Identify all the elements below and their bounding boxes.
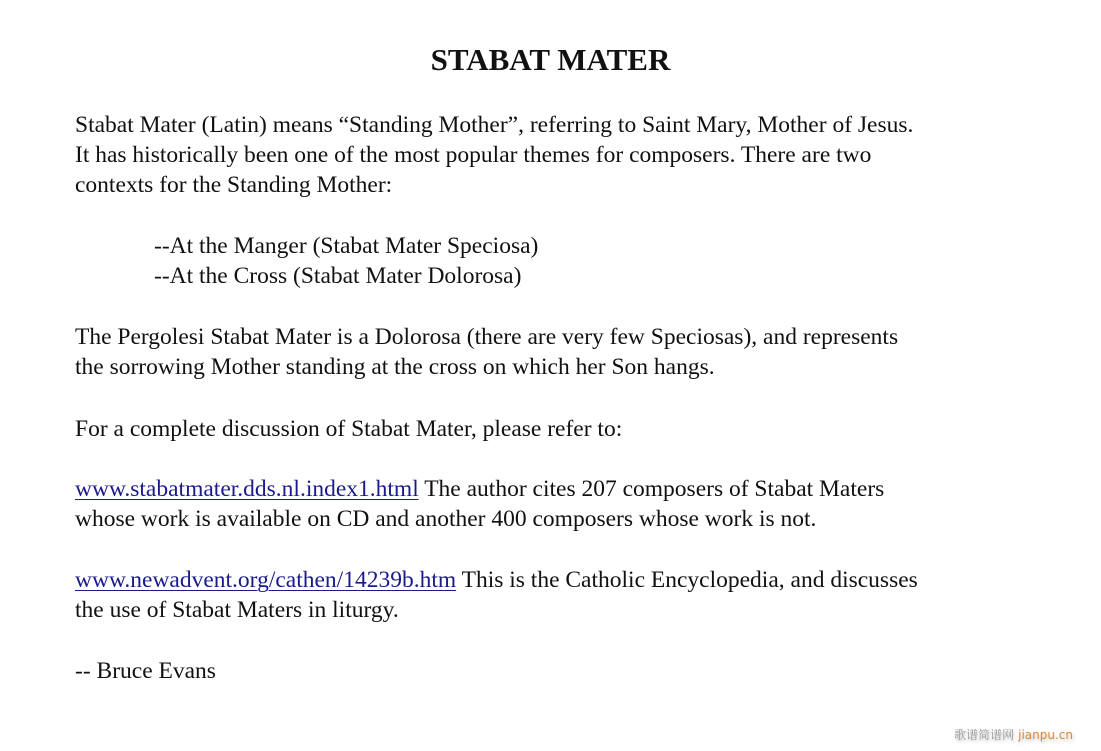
watermark <box>954 726 1073 743</box>
intro-line-1: Stabat Mater (Latin) means “Standing Mother”, referring to Saint Mary, Mother of Jesus. <box>75 112 914 138</box>
reference-2-line-1 <box>75 565 918 595</box>
refer-line: For a complete discussion of Stabat Mater, please refer to: <box>75 416 623 442</box>
context-item-manger: --At the Manger (Stabat Mater Speciosa) <box>154 233 539 259</box>
reference-1-line-1 <box>75 474 884 504</box>
reference-1-line-2: whose work is available on CD and another 400 composers whose work is not. <box>75 506 817 532</box>
reference-2-line-2: the use of Stabat Maters in liturgy. <box>75 597 399 623</box>
reference-1-text: The author cites 207 composers of Stabat Maters <box>418 476 885 502</box>
context-item-cross: --At the Cross (Stabat Mater Dolorosa) <box>154 263 522 289</box>
reference-2-text: This is the Catholic Encyclopedia, and discusses <box>456 567 918 593</box>
newadvent-link[interactable]: www.newadvent.org/cathen/14239b.htm <box>75 567 457 593</box>
pergolesi-line-1: The Pergolesi Stabat Mater is a Dolorosa (there are very few Speciosas), and represents <box>75 324 899 350</box>
signature: -- Bruce Evans <box>75 658 216 684</box>
watermark-site-name: 歌谱简谱网 <box>954 728 1015 742</box>
page-title: STABAT MATER <box>430 42 671 77</box>
intro-line-3: contexts for the Standing Mother: <box>75 172 393 198</box>
stabatmater-link[interactable]: www.stabatmater.dds.nl.index1.html <box>75 476 419 502</box>
intro-line-2: It has historically been one of the most popular themes for composers. There are two <box>75 142 872 168</box>
watermark-url: jianpu.cn <box>1018 728 1073 742</box>
pergolesi-line-2: the sorrowing Mother standing at the cross on which her Son hangs. <box>75 354 715 380</box>
